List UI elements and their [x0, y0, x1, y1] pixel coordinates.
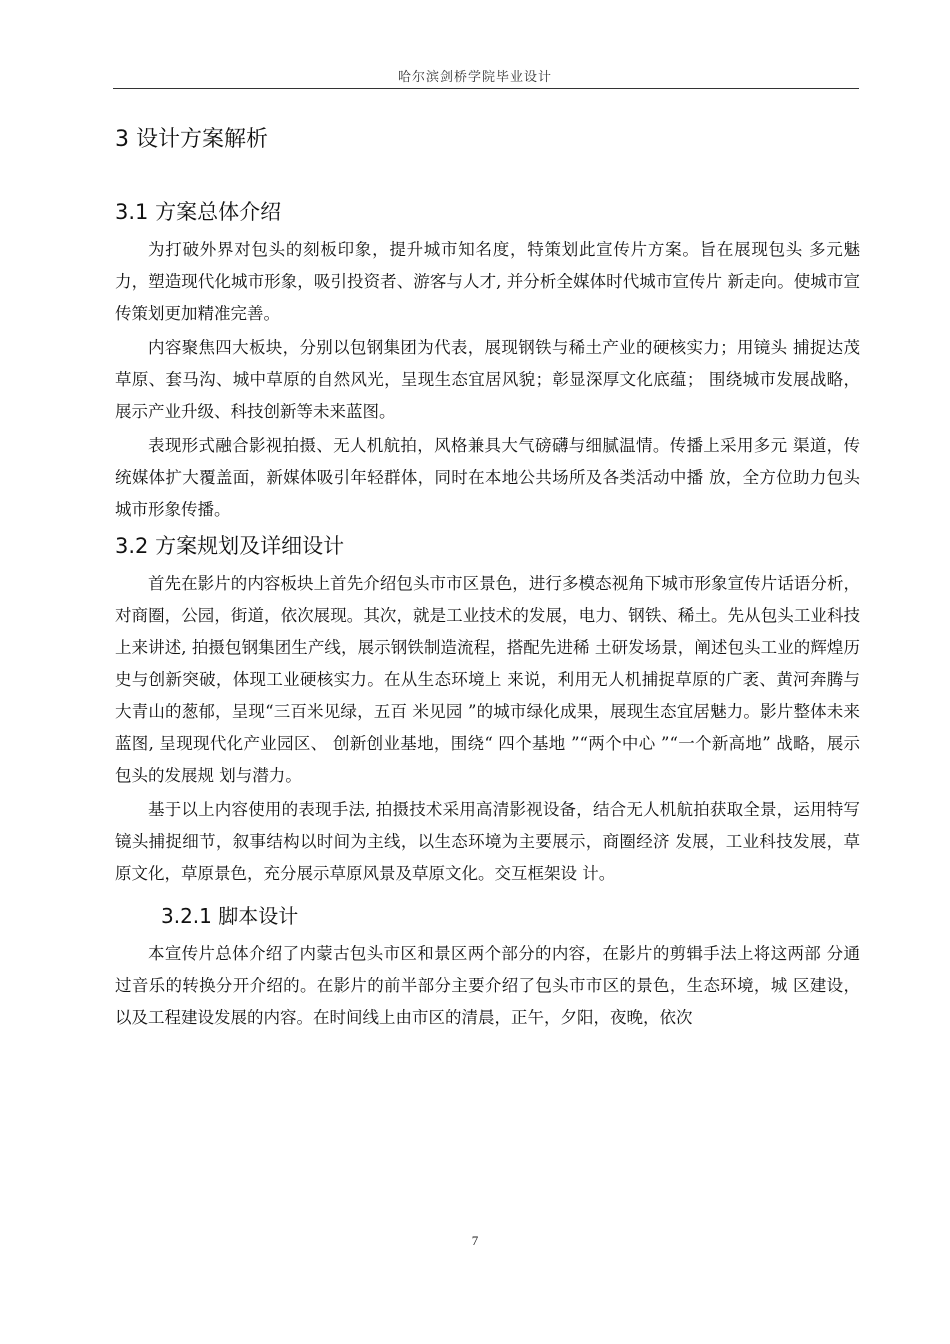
header-divider	[113, 88, 859, 89]
paragraph: 基于以上内容使用的表现手法, 拍摄技术采用高清影视设备，结合无人机航拍获取全景，运用特写镜头捕捉细节，叙事结构以时间为主线，以生态环境为主要展示，商圈经济 发展，工业科技发展，草原文化，草原景色，充分展示草原风景及草原文化。交互框架设 计。	[115, 800, 860, 883]
paragraph: 首先在影片的内容板块上首先介绍包头市市区景色，进行多模态视角下城市形象宣传片话语分析，对商圈，公园，街道，依次展现。其次，就是工业技术的发展，电力、钢铁、稀土。先从包头工业科技上来讲述, 拍摄包钢集团生产线，展示钢铁制造流程，搭配先进稀 土研发场景，阐述包头工业的辉煌历史与创新突破，体现工业硬核实力。在从生态环境上 来说，利用无人机捕捉草原的广袤、黄河奔腾与大青山的葱郁，呈现“三百米见绿，五百 米见园 ”的城市绿化成果，展现生态宜居魅力。影片整体未来蓝图, 呈现现代化产业园区、 创新创业基地，围绕“ 四个基地 ”“两个中心 ”“一个新高地” 战略，展示包头的发展规 划与潜力。	[115, 574, 860, 785]
running-header: 哈尔滨剑桥学院毕业设计	[397, 70, 552, 85]
section-heading-3-1: 3.1 方案总体介绍	[115, 200, 282, 224]
subsection-heading-3-2-1: 3.2.1 脚本设计	[161, 904, 299, 928]
section-heading-3-2: 3.2 方案规划及详细设计	[115, 534, 345, 558]
page-body	[115, 120, 860, 1034]
paragraph: 为打破外界对包头的刻板印象，提升城市知名度，特策划此宣传片方案。旨在展现包头 多元魅力，塑造现代化城市形象，吸引投资者、游客与人才, 并分析全媒体时代城市宣传片 新走向。使城市宣传策划更加精准完善。	[115, 240, 860, 323]
paragraph: 本宣传片总体介绍了内蒙古包头市区和景区两个部分的内容，在影片的剪辑手法上将这两部 分通过音乐的转换分开介绍的。在影片的前半部分主要介绍了包头市市区的景色，生态环境，城 区建设，以及工程建设发展的内容。在时间线上由市区的清晨，正午，夕阳，夜晚，依次	[115, 944, 860, 1027]
paragraph: 内容聚焦四大板块，分别以包钢集团为代表，展现钢铁与稀土产业的硬核实力；用镜头 捕捉达茂草原、套马沟、城中草原的自然风光，呈现生态宜居风貌；彰显深厚文化底蕴； 围绕城市发展战略，展示产业升级、科技创新等未来蓝图。	[115, 338, 860, 421]
paragraph: 表现形式融合影视拍摄、无人机航拍，风格兼具大气磅礴与细腻温情。传播上采用多元 渠道，传统媒体扩大覆盖面，新媒体吸引年轻群体，同时在本地公共场所及各类活动中播 放，全方位助力包头城市形象传播。	[115, 436, 860, 519]
chapter-heading: 3 设计方案解析	[115, 127, 268, 152]
page-number: 7	[471, 1233, 479, 1248]
